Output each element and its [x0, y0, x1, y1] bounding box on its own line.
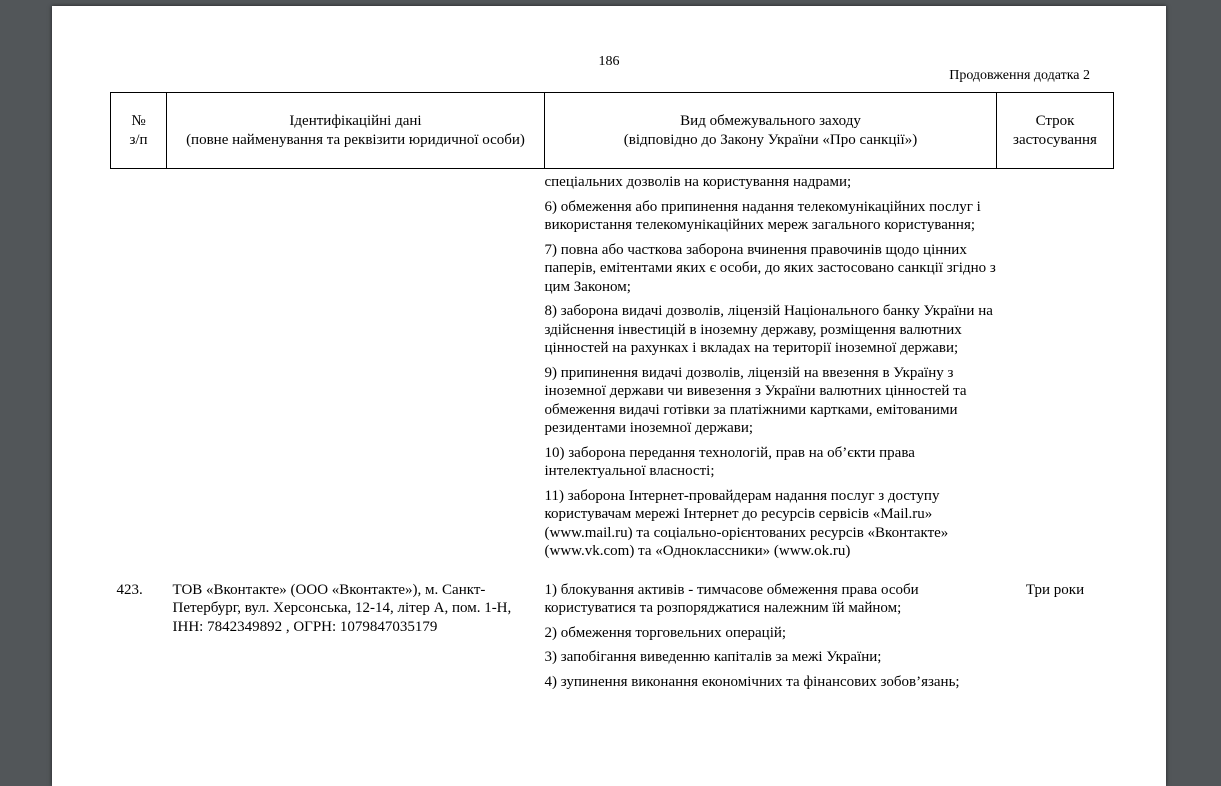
header-measure	[545, 93, 997, 169]
entry-number: 423.	[116, 581, 143, 598]
header-identification-line1: Ідентифікаційні дані	[289, 113, 422, 129]
table-header-row	[111, 93, 1114, 169]
table-row-entry-423	[111, 581, 1114, 698]
header-number-line2: з/п	[129, 131, 148, 148]
entity-details: ТОВ «Вконтакте» (ООО «Вконтакте»), м. Санкт-Петербург, вул. Херсонська, 12-14, літер А, пом. 1-Н, ІНН: 7842349892 , ОГРН: 1079847035179	[172, 581, 512, 635]
entry-measures-cell	[545, 581, 997, 698]
sanctions-table	[110, 92, 1114, 697]
measure-item: 1) блокування активів - тимчасове обмеження права особи користуватися та розпоряджатися належним їй майном;	[544, 581, 919, 616]
header-term	[997, 93, 1114, 169]
header-number-line1: №	[131, 113, 146, 129]
measure-item: 10) заборона передання технологій, прав на об’єкти права інтелектуальної власності;	[544, 444, 915, 479]
document-page	[52, 6, 1166, 786]
measure-item: 11) заборона Інтернет-провайдерам надання послуг з доступу користувачам мережі Інтернет до ресурсів сервісів «Mail.ru» (www.mail.ru) та соціально-орієнтованих ресурсів «Вконтакте» (www.vk.com) та «Одноклассники» (www.ok.ru)	[544, 487, 949, 559]
header-number	[111, 93, 167, 169]
entry-term: Три роки	[1025, 581, 1085, 598]
header-term-line1: Строк	[1035, 113, 1075, 129]
continuation-label: Продовження додатка 2	[949, 68, 1090, 83]
header-identification	[167, 93, 545, 169]
header-measure-line2: (відповідно до Закону України «Про санкції»)	[623, 131, 918, 148]
measure-item: 8) заборона видачі дозволів, ліцензій Національного банку України на здійснення інвестицій в іноземну державу, розміщення валютних цінностей на рахунках і вкладах на території іноземної держави;	[544, 303, 993, 356]
measure-item: 2) обмеження торговельних операцій;	[544, 624, 787, 641]
measure-item: 3) запобігання виведенню капіталів за межі України;	[544, 649, 882, 665]
header-term-line2: застосування	[1013, 131, 1097, 148]
measure-item: 6) обмеження або припинення надання телекомунікаційних послуг і використання телекомунікаційних мереж загального користування;	[544, 198, 981, 233]
header-identification-line2: (повне найменування та реквізити юридичної особи)	[186, 131, 525, 148]
measure-item: 4) зупинення виконання економічних та фінансових зобов’язань;	[544, 673, 960, 690]
measure-item: 7) повна або часткова заборона вчинення правочинів щодо цінних паперів, емітентами яких є особи, до яких застосовано санкції згідно з цим Законом;	[544, 241, 996, 295]
header-measure-line1: Вид обмежувального заходу	[680, 113, 861, 129]
continued-measures-cell	[545, 169, 997, 567]
measure-item-partial: спеціальних дозволів на користування надрами;	[544, 174, 852, 190]
measure-item: 9) припинення видачі дозволів, ліцензій на ввезення в Україну з іноземної держави чи вивезення з України валютних цінностей та обмеження видачі готівки за платіжними картками, емітованими резидентами іноземної держави;	[544, 364, 967, 436]
table-row-continued	[111, 169, 1114, 567]
page-number: 186	[598, 54, 620, 69]
